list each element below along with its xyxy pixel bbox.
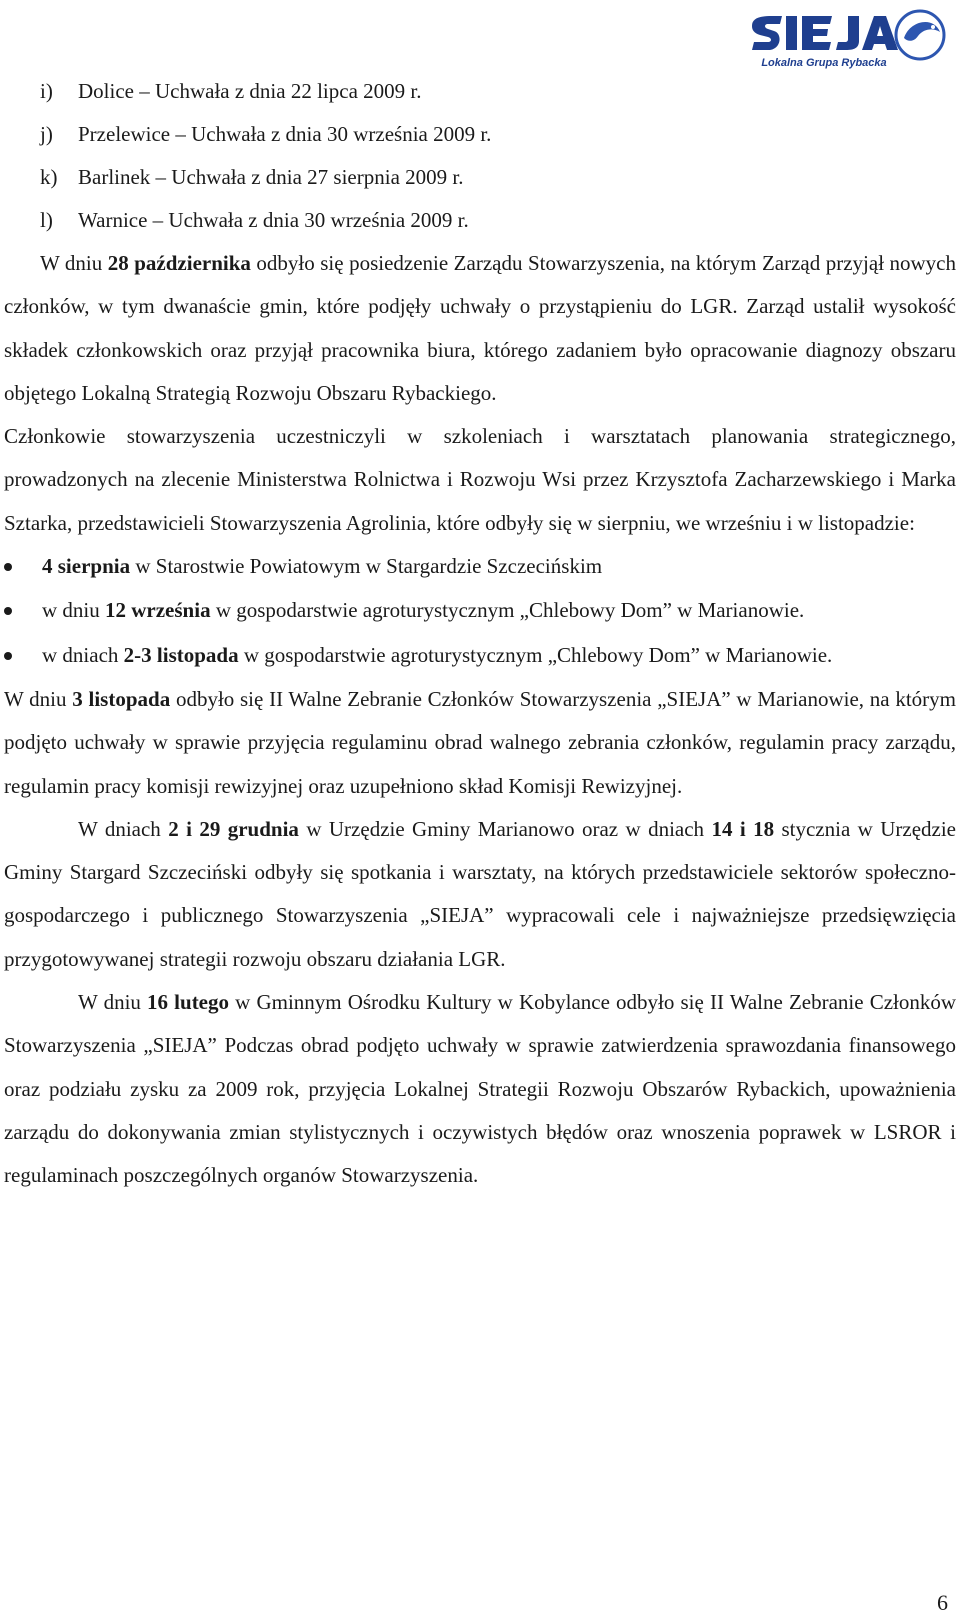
sieja-logo xyxy=(748,8,952,70)
list-marker: k) xyxy=(40,165,58,189)
date-emphasis: 3 listopada xyxy=(72,686,171,711)
date-emphasis: 28 października xyxy=(107,251,251,275)
bullet-item: 4 sierpnia w Starostwie Powiatowym w Stargardzie Szczecińskim xyxy=(4,545,956,588)
date-emphasis: 12 września xyxy=(105,598,211,623)
date-emphasis: 2 i 29 grudnia xyxy=(168,816,299,841)
sieja-wordmark-icon xyxy=(752,16,898,50)
training-bullet-list xyxy=(4,545,956,677)
list-item-text: Barlinek – Uchwała z dnia 27 sierpnia 2009 r. xyxy=(78,165,464,189)
date-emphasis: 4 sierpnia xyxy=(42,554,131,579)
logo-subtitle: Lokalna Grupa Rybacka xyxy=(761,57,887,69)
paragraph-second-assembly: W dniu 16 lutego w Gminnym Ośrodku Kultury w Kobylance odbyło się II Walne Zebranie Członków Stowarzyszenia „SIEJA” Podczas obrad podjęto uchwały w sprawie zatwierdzenia sprawozdania finansowego oraz podziału zysku za 2009 rok, przyjęcia Lokalnej Strategii Rozwoju Obszarów Rybackich, upoważnienia zarządu do dokonywania zmian stylistycznych i oczywistych błędów oraz wnoszenia poprawek w LSROR i regulaminach poszczególnych organów Stowarzyszenia. xyxy=(4,990,957,1188)
document-body xyxy=(4,70,956,1198)
list-item xyxy=(4,113,956,156)
bullet-item: w dniu 12 września w gospodarstwie agroturystycznym „Chlebowy Dom” w Marianowie. xyxy=(4,589,956,632)
list-marker: l) xyxy=(40,208,53,232)
date-emphasis: 14 i 18 xyxy=(711,816,775,841)
text-run: odbyło się posiedzenie Zarządu Stowarzyszenia, na którym Zarząd przyjął nowych członków, w tym dwanaście gmin, które podjęły uchwały o przystąpieniu do LGR. Zarząd ustalił wysokość składek członkowskich oraz przyjął pracownika biura, którego zadaniem było opracowanie diagnozy obszaru objętego Lokalną Strategią Rozwoju Obszaru Rybackiego. xyxy=(4,251,957,405)
list-marker: i) xyxy=(40,79,53,103)
date-emphasis: 16 lutego xyxy=(147,990,230,1015)
list-item-text: Warnice – Uchwała z dnia 30 września 2009 r. xyxy=(78,208,469,232)
list-marker: j) xyxy=(40,122,53,146)
list-item-text: Dolice – Uchwała z dnia 22 lipca 2009 r. xyxy=(78,79,422,103)
fish-icon xyxy=(904,22,940,41)
paragraph-trainings: Członkowie stowarzyszenia uczestniczyli w szkoleniach i warsztatach planowania strategicznego, prowadzonych na zlecenie Ministerstwa Rolnictwa i Rozwoju Wsi przez Krzysztofa Zacharzewskiego i Marka Sztarka, przedstawicieli Stowarzyszenia Agrolinia, które odbyły się w sierpniu, we wrześniu i w listopadzie: xyxy=(4,424,956,535)
paragraph-workshops: W dniach 2 i 29 grudnia w Urzędzie Gminy Marianowo oraz w dniach 14 i 18 stycznia w Urzędzie Gminy Stargard Szczeciński odbyły się spotkania i warsztaty, na których przedstawiciele sektorów społeczno-gospodarczego i publicznego Stowarzyszenia „SIEJA” wypracowali cele i najważniejsze przedsięwzięcia przygotowywanej strategii rozwoju obszaru działania LGR. xyxy=(4,816,957,971)
date-emphasis: 2-3 listopada xyxy=(123,642,239,667)
page-number: 6 xyxy=(937,1590,948,1615)
list-item xyxy=(4,199,956,242)
list-item xyxy=(4,156,956,199)
sieja-logo-graphic xyxy=(748,8,952,70)
lettered-list xyxy=(4,70,956,242)
text-run: W dniu xyxy=(40,251,108,275)
bullet-item: w dniach 2-3 listopada w gospodarstwie agroturystycznym „Chlebowy Dom” w Marianowie. xyxy=(4,634,956,677)
list-item-text: Przelewice – Uchwała z dnia 30 września 2009 r. xyxy=(78,122,492,146)
fish-ring-icon xyxy=(896,11,944,59)
list-item xyxy=(4,70,956,113)
paragraph-general-assembly: W dniu 3 listopada odbyło się II Walne Zebranie Członków Stowarzyszenia „SIEJA” w Marianowie, na którym podjęto uchwały w sprawie przyjęcia regulaminu obrad walnego zebrania członków, regulamin pracy zarządu, regulamin pracy komisji rewizyjnej oraz uzupełniono skład Komisji Rewizyjnej. xyxy=(4,686,957,798)
paragraph-board-meeting xyxy=(4,242,956,415)
